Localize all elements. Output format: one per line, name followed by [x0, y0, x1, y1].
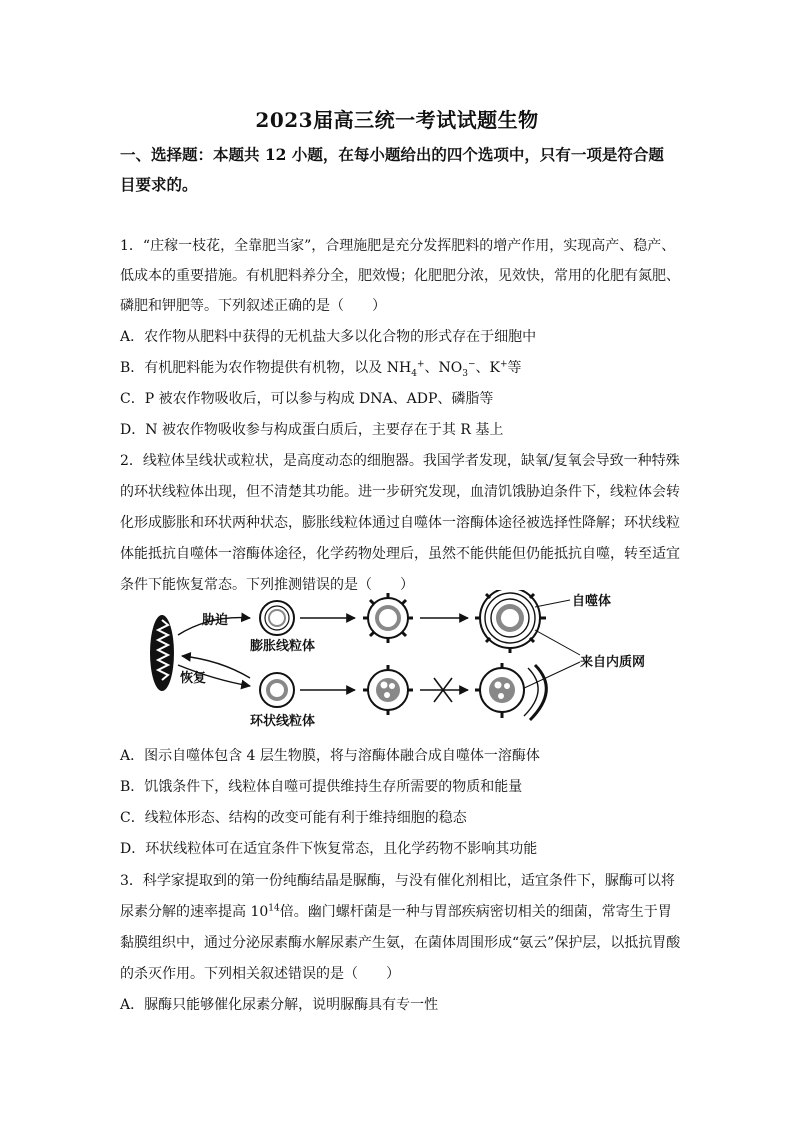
- swollen-mitochondrion-icon: [260, 601, 294, 635]
- q1-stem-line: 低成本的重要措施。有机肥料养分全，肥效慢；化肥肥分浓，见效快，常用的化肥有氮肥、: [120, 268, 680, 284]
- section-heading-line1: 一、选择题：本题共 12 小题，在每小题给出的四个选项中，只有一项是符合题: [120, 145, 664, 164]
- q1-option-b-prefix: B．有机肥料能为农作物提供有机物，以及 NH: [120, 360, 412, 376]
- label-recover: 恢复: [180, 671, 207, 686]
- q1-option-c: C．P 被农作物吸收后，可以参与构成 DNA、ADP、磷脂等: [120, 391, 494, 407]
- q2-option-b: B．饥饿条件下，线粒体自噬可提供维持生存所需要的物质和能量: [120, 779, 523, 795]
- autophagosome-icon: [475, 590, 546, 653]
- label-ring: 环状线粒体: [250, 714, 316, 729]
- q1-stem-line: 1．“庄稼一枝花，全靠肥当家”，合理施肥是充分发挥肥料的增产作用，实现高产、稳产、: [120, 238, 676, 254]
- page-title: 2023届高三统一考试试题生物: [255, 108, 539, 132]
- label-swollen: 膨胀线粒体: [250, 639, 316, 654]
- q3-stem-text: 倍。幽门螺杆菌是一种与胃部疾病密切相关的细菌，常寄生于胃: [279, 904, 672, 920]
- q2-stem-line: 体能抵抗自噬体一溶酶体途径，化学药物处理后，虽然不能供能但仍能抵抗自噬，转至适宜: [120, 546, 680, 562]
- q3-stem-text: 尿素分解的速率提高 10: [120, 904, 269, 920]
- q1-option-b-suffix: 等: [507, 360, 522, 376]
- pointer-er-lower: [520, 662, 580, 690]
- q2-stem-line: 条件下能恢复常态。下列推测错误的是（ ）: [120, 577, 414, 593]
- pointer-autophagosome: [535, 600, 570, 607]
- q1-option-b-k: 、K: [475, 360, 500, 376]
- q2-option-d: D．环状线粒体可在适宜条件下恢复常态，且化学药物不影响其功能: [120, 841, 538, 857]
- pointer-er-upper: [535, 630, 580, 655]
- q1-stem-line: 磷肥和钾肥等。下列叙述正确的是（ ）: [120, 298, 386, 314]
- q2-option-c: C．线粒体形态、结构的改变可能有利于维持细胞的稳态: [120, 810, 467, 826]
- q1-option-d: D．N 被农作物吸收参与构成蛋白质后，主要存在于其 R 基上: [120, 422, 504, 438]
- q2-stem-line: 化形成膨胀和环状两种状态，膨胀线粒体通过自噬体一溶酶体途径被选择性降解；环状线粒: [120, 515, 680, 531]
- q3-option-a: A．脲酶只能够催化尿素分解，说明脲酶具有专一性: [120, 997, 439, 1013]
- ring-partial-autophagosome-icon: [475, 663, 546, 720]
- label-stress: 胁迫: [202, 613, 229, 628]
- q1-option-a: A．农作物从肥料中获得的无机盐大多以化合物的形式存在于细胞中: [120, 329, 537, 345]
- q1-option-b-sup: −: [467, 359, 476, 370]
- mitochondrion-icon: [150, 615, 174, 691]
- ring-engulfing-icon: [363, 665, 413, 715]
- q1-option-b-mid: 、NO: [424, 360, 463, 376]
- q3-stem-line: 的杀灭作用。下列相关叙述错误的是（ ）: [120, 966, 400, 982]
- q3-exponent: 14: [268, 903, 280, 914]
- q2-option-a: A．图示自噬体包含 4 层生物膜，将与溶酶体融合成自噬体一溶酶体: [120, 748, 540, 764]
- q1-option-b-sub: 3: [462, 368, 468, 379]
- q3-stem-line: [120, 902, 672, 922]
- q1-option-b: [120, 358, 522, 378]
- q1-option-b-sup: +: [416, 359, 425, 370]
- engulfing-autophagosome-icon: [363, 593, 413, 643]
- q1-option-b-sub: 4: [411, 368, 417, 379]
- q3-stem-line: 黏膜组织中，通过分泌尿素酶水解尿素产生氨，在菌体周围形成“氨云”保护层，以抵抗胃酸: [120, 935, 681, 951]
- q3-stem-line: 3．科学家提取到的第一份纯酶结晶是脲酶，与没有催化剂相比，适宜条件下，脲酶可以将: [120, 873, 675, 889]
- q2-stem-line: 2．线粒体呈线状或粒状，是高度动态的细胞器。我国学者发现，缺氧/复氧会导致一种特殊: [120, 453, 680, 469]
- label-autophagosome: 自噬体: [572, 594, 612, 609]
- section-heading-line2: 目要求的。: [120, 175, 198, 194]
- ring-mitochondrion-icon: [260, 673, 294, 707]
- mitochondria-autophagy-figure: [140, 590, 660, 740]
- q1-option-b-sup: +: [499, 359, 508, 370]
- label-er: 来自内质网: [580, 655, 646, 670]
- q2-stem-line: 的环状线粒体出现，但不清楚其功能。进一步研究发现，血清饥饿胁迫条件下，线粒体会转: [120, 484, 680, 500]
